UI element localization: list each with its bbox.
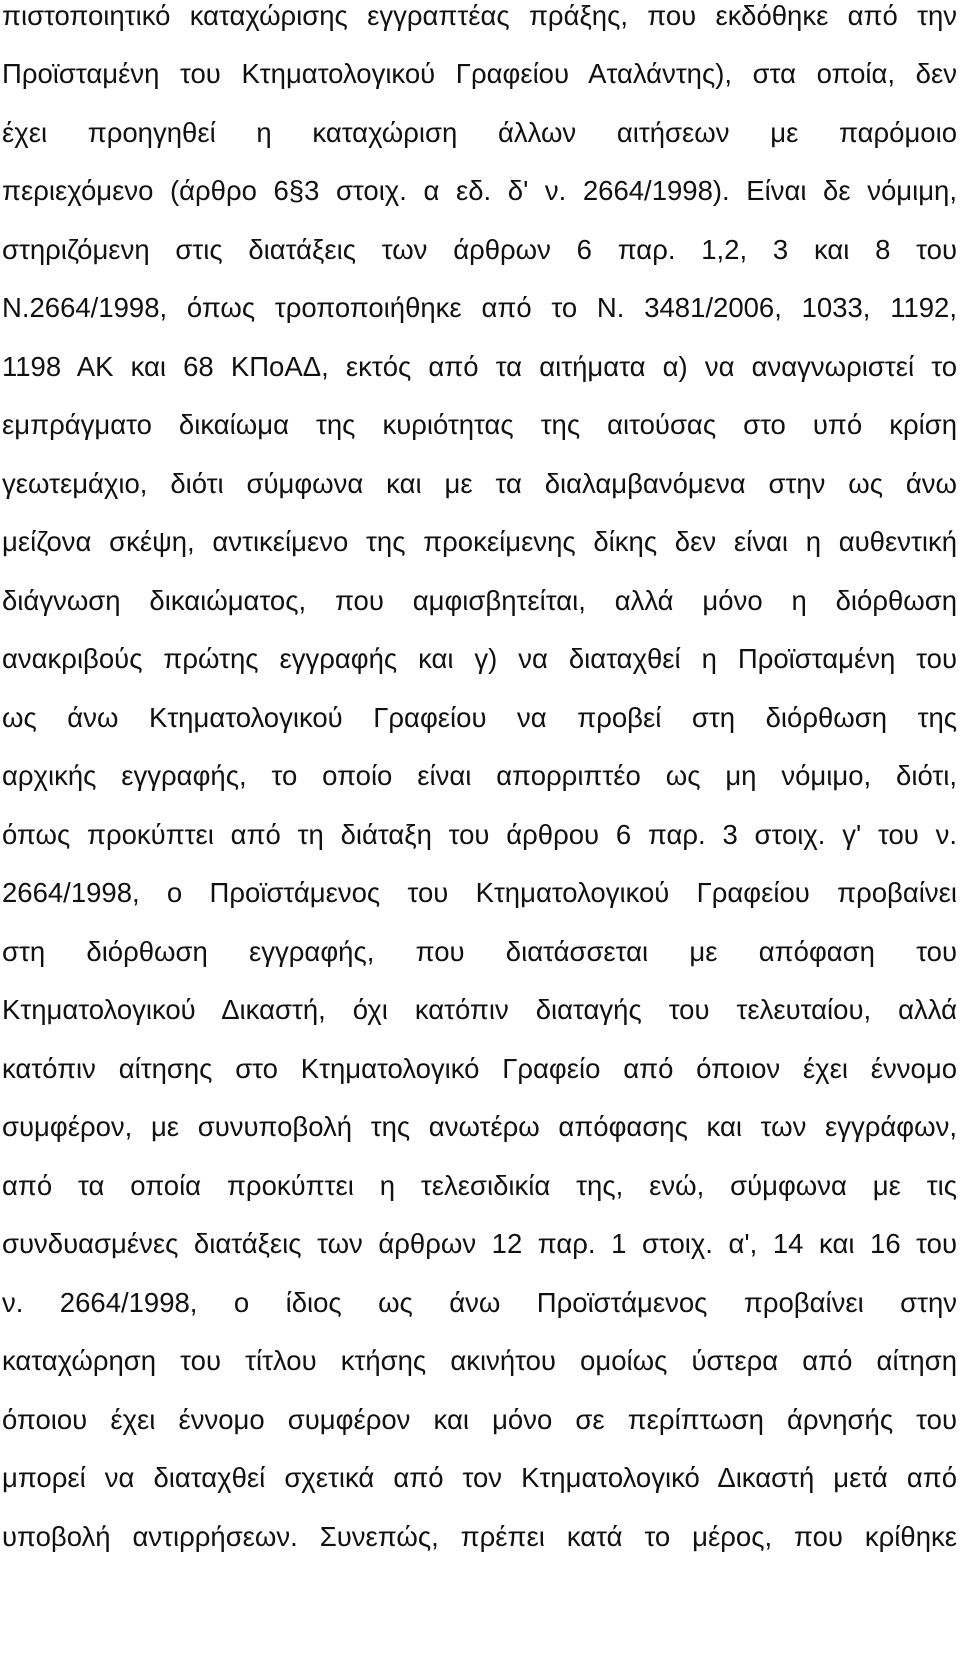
text-line: καταχώρηση του τίτλου κτήσης ακινήτου ομοίως ύστερα από αίτηση xyxy=(2,1345,957,1376)
text-line: εμπράγματο δικαίωμα της κυριότητας της αιτούσας στο υπό κρίση xyxy=(2,409,957,440)
text-line: έχει προηγηθεί η καταχώριση άλλων αιτήσεων με παρόμοιο xyxy=(2,117,957,148)
text-line: όπως προκύπτει από τη διάταξη του άρθρου 6 παρ. 3 στοιχ. γ' του ν. xyxy=(2,819,957,850)
text-line: Προϊσταμένη του Κτηματολογικού Γραφείου Αταλάντης), στα οποία, δεν xyxy=(2,58,957,89)
text-line: αρχικής εγγραφής, το οποίο είναι απορριπτέο ως μη νόμιμο, διότι, xyxy=(2,760,957,791)
text-line: μπορεί να διαταχθεί σχετικά από τον Κτηματολογικό Δικαστή μετά από xyxy=(2,1462,957,1493)
text-line: διάγνωση δικαιώματος, που αμφισβητείται, αλλά μόνο η διόρθωση xyxy=(2,585,957,616)
text-line: ως άνω Κτηματολογικού Γραφείου να προβεί στη διόρθωση της xyxy=(2,702,957,733)
text-line: συμφέρον, με συνυποβολή της ανωτέρω απόφασης και των εγγράφων, xyxy=(2,1111,957,1142)
text-line: γεωτεμάχιο, διότι σύμφωνα και με τα διαλαμβανόμενα στην ως άνω xyxy=(2,468,957,499)
text-line: ανακριβούς πρώτης εγγραφής και γ) να διαταχθεί η Προϊσταμένη του xyxy=(2,643,957,674)
text-line: στη διόρθωση εγγραφής, που διατάσσεται με απόφαση του xyxy=(2,936,957,967)
text-line: όποιου έχει έννομο συμφέρον και μόνο σε περίπτωση άρνησής του xyxy=(2,1404,957,1435)
text-line: Κτηματολογικού Δικαστή, όχι κατόπιν διαταγής του τελευταίου, αλλά xyxy=(2,994,957,1025)
text-line: κατόπιν αίτησης στο Κτηματολογικό Γραφείο από όποιον έχει έννομο xyxy=(2,1053,957,1084)
text-line: μείζονα σκέψη, αντικείμενο της προκείμενης δίκης δεν είναι η αυθεντική xyxy=(2,526,957,557)
text-line: Ν.2664/1998, όπως τροποποιήθηκε από το Ν. 3481/2006, 1033, 1192, xyxy=(2,292,957,323)
text-line: υποβολή αντιρρήσεων. Συνεπώς, πρέπει κατά το μέρος, που κρίθηκε xyxy=(2,1521,957,1552)
text-line: ν. 2664/1998, ο ίδιος ως άνω Προϊστάμενος προβαίνει στην xyxy=(2,1287,957,1318)
text-line: πιστοποιητικό καταχώρισης εγγραπτέας πράξης, που εκδόθηκε από την xyxy=(2,0,957,31)
text-line: στηριζόμενη στις διατάξεις των άρθρων 6 παρ. 1,2, 3 και 8 του xyxy=(2,234,957,265)
text-line: συνδυασμένες διατάξεις των άρθρων 12 παρ. 1 στοιχ. α', 14 και 16 του xyxy=(2,1228,957,1259)
text-line: περιεχόμενο (άρθρο 6§3 στοιχ. α εδ. δ' ν. 2664/1998). Είναι δε νόμιμη, xyxy=(2,175,957,206)
text-line: 2664/1998, ο Προϊστάμενος του Κτηματολογικού Γραφείου προβαίνει xyxy=(2,877,957,908)
text-line: από τα οποία προκύπτει η τελεσιδικία της, ενώ, σύμφωνα με τις xyxy=(2,1170,957,1201)
text-line: 1198 ΑΚ και 68 ΚΠοΑΔ, εκτός από τα αιτήματα α) να αναγνωριστεί το xyxy=(2,351,957,382)
